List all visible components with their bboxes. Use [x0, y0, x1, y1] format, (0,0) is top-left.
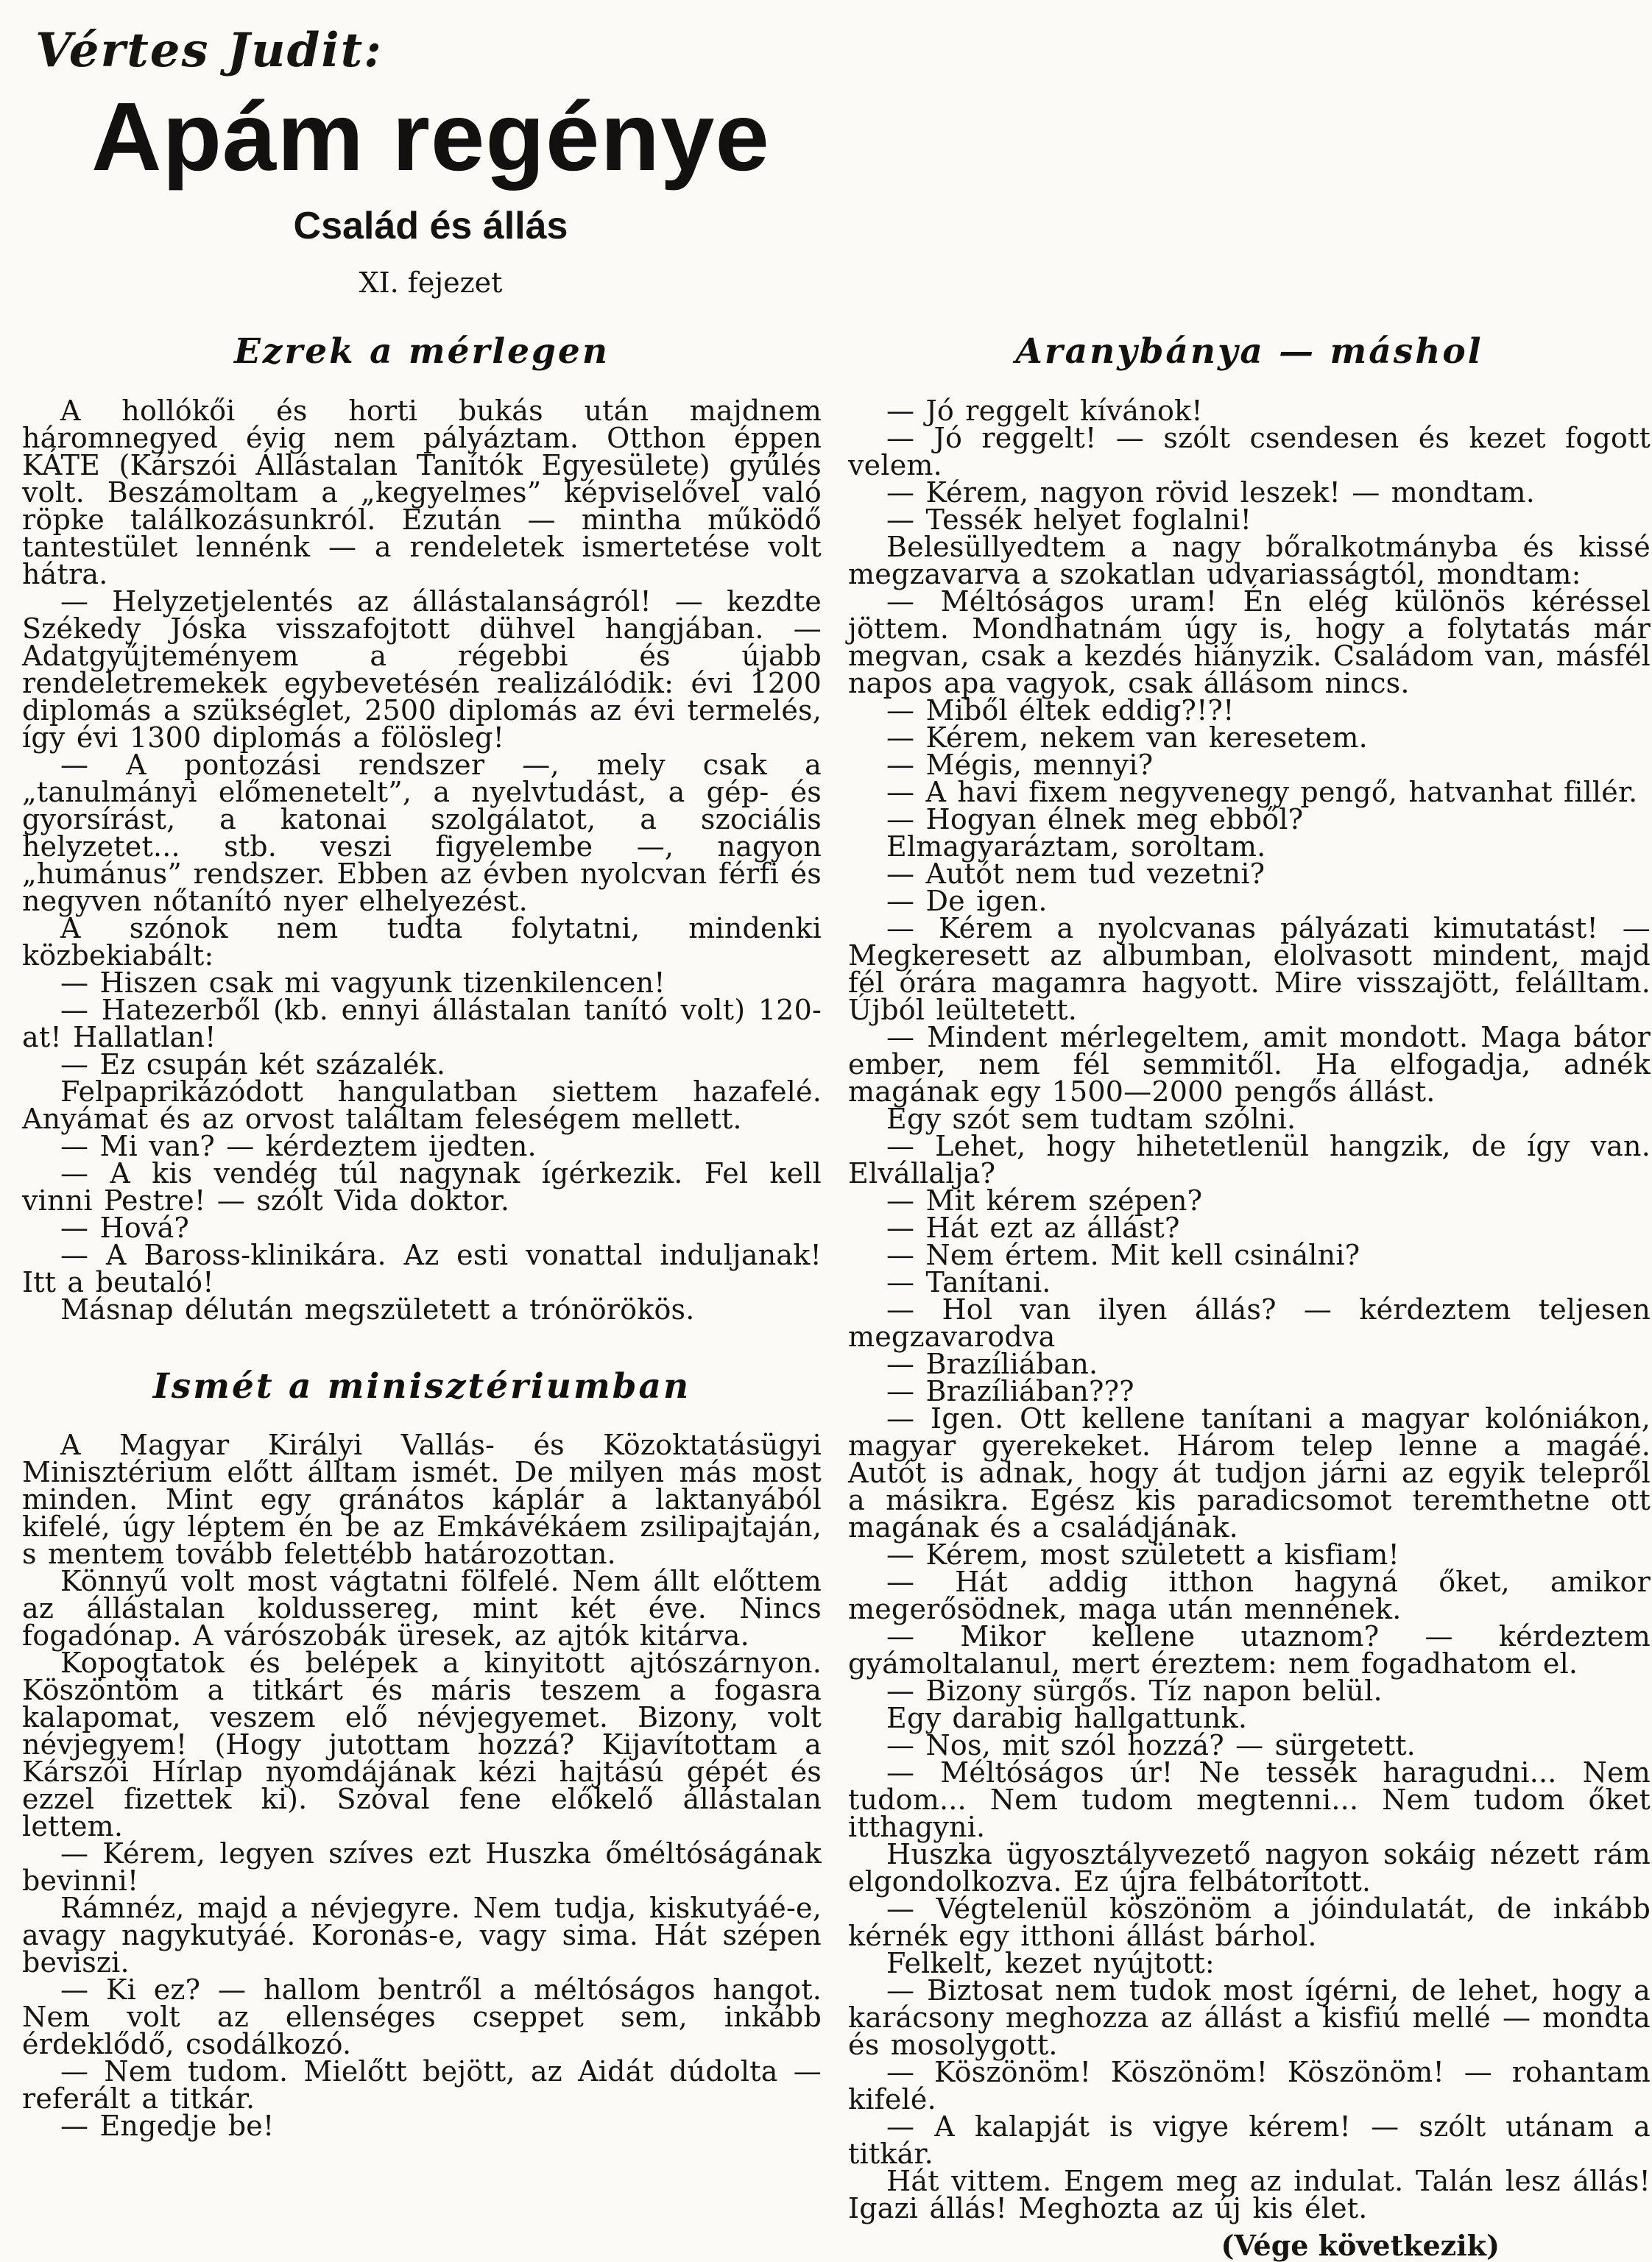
paragraph: Egy szót sem tudtam szólni. [886, 1102, 1296, 1135]
paragraph: — Mikor kellene utaznom? — kérdeztem gyámoltalanul, mert éreztem: nem fogadhatom el. [848, 1619, 1651, 1680]
paragraph: — Kérem a nyolcvanas pályázati kimutatást! — Megkeresett az albumban, elolvasott mindent, majd fél órára magamra hagyott. Mire visszajött, felálltam. Újból leültetett. [848, 911, 1651, 1026]
article-header [0, 25, 861, 298]
paragraph: — Mindent mérlegeltem, amit mondott. Maga bátor ember, nem fél semmitől. Ha elfogadja, adnék magának egy 1500—2000 pengős állást. [848, 1020, 1651, 1108]
paragraph: Felpaprikázódott hangulatban siettem hazafelé. Anyámat és az orvost találtam feleségem mellett. [22, 1075, 822, 1135]
article-title: Apám regénye [91, 82, 770, 191]
paragraph: Elmagyaráztam, soroltam. [886, 830, 1266, 863]
paragraph: — Ki ez? — hallom bentről a méltóságos hangot. Nem volt az ellenséges cseppet sem, inkább érdeklődő, csodálkozó. [22, 1973, 822, 2061]
paragraph: — Lehet, hogy hihetetlenül hangzik, de így van. Elvállalja? [848, 1129, 1651, 1190]
paragraph: Huszka ügyosztályvezető nagyon sokáig nézett rám elgondolkozva. Ez újra felbátorított. [848, 1837, 1651, 1898]
paragraph: — Kérem, most született a kisfiam! [886, 1538, 1399, 1571]
paragraph: — A Baross-klinikára. Az esti vonattal induljanak! Itt a beutaló! [22, 1238, 822, 1298]
paragraph: — Brazíliában. [886, 1347, 1098, 1380]
byline: Vértes Judit: [35, 23, 383, 78]
paragraph: — Köszönöm! Köszönöm! Köszönöm! — rohantam kifelé. [848, 2055, 1651, 2116]
paragraph: Hát vittem. Engem meg az indulat. Talán lesz állás! Igazi állás! Meghozta az új kis élet. [848, 2164, 1651, 2224]
paragraph: — Biztosat nem tudok most ígérni, de lehet, hogy a karácsony meghozza az állást a kisfiú mellé — mondta és mosolygott. [848, 1973, 1651, 2061]
paragraph: — Hol van ilyen állás? — kérdeztem teljesen megzavarodva [848, 1293, 1651, 1353]
paragraph: — De igen. [886, 884, 1048, 917]
chapter-label: XI. fejezet [359, 266, 503, 299]
section-heading: Ezrek a mérlegen [233, 331, 610, 372]
paragraph: — Hát ezt az állást? [886, 1211, 1180, 1244]
paragraph: — Nos, mit szól hozzá? — sürgetett. [886, 1728, 1416, 1761]
paragraph: — A kis vendég túl nagynak ígérkezik. Fel kell vinni Pestre! — szólt Vida doktor. [22, 1156, 822, 1217]
paragraph: Egy darabig hallgattunk. [886, 1701, 1248, 1734]
paragraph: — A kalapját is vigye kérem! — szólt utánam a titkár. [848, 2110, 1651, 2170]
paragraph: — Nem értem. Mit kell csinálni? [886, 1238, 1360, 1271]
continuation-notice: (Vége következik) [1221, 2228, 1500, 2262]
paragraph: — Miből éltek eddig?!?! [886, 693, 1235, 727]
paragraph: — Hatezerből (kb. ennyi állástalan tanító volt) 120-at! Hallatlan! [22, 993, 822, 1053]
paragraph: Felkelt, kezet nyújtott: [886, 1946, 1215, 1979]
paragraph: — Kérem, nagyon rövid leszek! — mondtam. [886, 476, 1536, 509]
left-column [22, 331, 822, 2143]
paragraph: Rámnéz, majd a névjegyre. Nem tudja, kiskutyáé-e, avagy nagykutyáé. Koronás-e, vagy sima. Hát szépen beviszi. [22, 1892, 822, 1979]
paragraph: — A havi fixem negyvenegy pengő, hatvanhat fillér. [886, 775, 1638, 808]
paragraph: — Bizony sürgős. Tíz napon belül. [886, 1674, 1383, 1707]
paragraph: — Ez csupán két százalék. [60, 1047, 446, 1081]
paragraph: — Autót nem tud vezetni? [886, 857, 1266, 890]
article-subtitle: Család és állás [293, 205, 568, 248]
paragraph: — Mi van? — kérdeztem ijedten. [60, 1129, 537, 1162]
paragraph: Könnyű volt most vágtatni fölfelé. Nem állt előttem az állástalan koldussereg, mint két éve. Nincs fogadónap. A várószobák üresek, az ajtók kitárva. [22, 1565, 822, 1653]
section-heading: Aranybánya — máshol [1015, 331, 1483, 372]
paragraph: — Mégis, mennyi? [886, 748, 1154, 781]
paragraph: A szónok nem tudta folytatni, mindenki közbekiabált: [22, 911, 822, 972]
paragraph: A Magyar Királyi Vallás- és Közoktatásügyi Minisztérium előtt álltam ismét. De milyen más most minden. Mint egy gránátos káplár a laktanyából kifelé, úgy léptem én be az Emkávékáem zsilipajtaján, s mentem tovább felettébb határozottan. [22, 1429, 822, 1571]
paragraph: — Engedje be! [60, 2110, 275, 2143]
paragraph: — Végtelenül köszönöm a jóindulatát, de inkább kérnék egy itthoni állást bárhol. [848, 1892, 1651, 1952]
paragraph: A hollókői és horti bukás után majdnem háromnegyed évig nem pályáztam. Otthon éppen KÁTE (Kárszói Állástalan Tanítók Egyesülete) gyűlés volt. Beszámoltam a „kegyelmes” képviselővel való röpke találkozásunkról. Ezután — mintha működő tantestület lennénk — a rendeletek ismertetése volt hátra. [22, 394, 822, 590]
paragraph: — Helyzetjelentés az állástalanságról! — kezdte Székedy Jóska visszafojtott dühvel hangjában. — Adatgyűjteményem a régebbi és újabb rendeletremekek egybevetésén realizálódik: évi 1200 diplomás a szükséglet, 2500 diplomás az évi termelés, így évi 1300 diplomás a fölösleg! [22, 584, 822, 754]
paragraph: Másnap délután megszületett a trónörökös. [60, 1293, 695, 1326]
paragraph: — Hogyan élnek meg ebből? [886, 802, 1304, 835]
paragraph: — Jó reggelt kívánok! [886, 394, 1203, 427]
paragraph: — Tessék helyet foglalni! [886, 503, 1252, 536]
paragraph: — Jó reggelt! — szólt csendesen és kezet fogott velem. [848, 421, 1651, 481]
section-heading: Ismét a minisztériumban [152, 1365, 691, 1407]
paragraph: — Hiszen csak mi vagyunk tizenkilencen! [60, 966, 666, 999]
paragraph: — Igen. Ott kellene tanítani a magyar kolóniákon, magyar gyerekeket. Három telep lenne a magáé. Autót is adnak, hogy át tudjon járni az egyik telepről a másikra. Egész kis paradicsomot teremthetne ott magának és a családjának. [848, 1402, 1651, 1544]
paragraph: — Méltóságos uram! Én elég különös kéréssel jöttem. Mondhatnám úgy is, hogy a folytatás már megvan, csak a kezdés hiányzik. Családom van, másfél napos apa vagyok, csak állásom nincs. [848, 584, 1651, 699]
paragraph: — Nem tudom. Mielőtt bejött, az Aidát dúdolta — referált a titkár. [22, 2055, 822, 2116]
paragraph: Belesüllyedtem a nagy bőralkotmányba és kissé megzavarva a szokatlan udvariasságtól, mondtam: [848, 530, 1651, 590]
paragraph: — Hová? [60, 1211, 189, 1244]
paragraph: — Mit kérem szépen? [886, 1184, 1203, 1217]
paragraph: — Kérem, legyen szíves ezt Huszka őméltóságának bevinni! [22, 1837, 822, 1898]
paragraph: — A pontozási rendszer —, mely csak a „tanulmányi előmenetelt”, a nyelvtudást, a gép- és gyorsírást, a katonai szolgálatot, a szociális helyzetet... stb. veszi figyelembe —, nagyon „humánus” rendszer. Ebben az évben nyolcvan férfi és negyven nőtanító nyer elhelyezést. [22, 748, 822, 917]
paragraph: — Kérem, nekem van keresetem. [886, 721, 1368, 754]
paragraph: — Brazíliában??? [886, 1374, 1134, 1407]
paragraph: — Tanítani. [886, 1265, 1051, 1298]
right-column [848, 333, 1651, 2261]
paragraph: — Hát addig itthon hagyná őket, amikor megerősödnek, maga után mennének. [848, 1565, 1651, 1625]
paragraph: — Méltóságos úr! Ne tessék haragudni... Nem tudom... Nem tudom megtenni... Nem tudom őket itthagyni. [848, 1756, 1651, 1843]
paragraph: Kopogtatok és belépek a kinyitott ajtószárnyon. Köszöntöm a titkárt és máris teszem a fogasra kalapomat, veszem elő névjegyemet. Bizony, volt névjegyem! (Hogy jutottam hozzá? Kijavítottam a Kárszói Hírlap nyomdájának kézi hajtású gépét és ezzel fizettek ki). Szóval fene előkelő állástalan lettem. [22, 1647, 822, 1843]
